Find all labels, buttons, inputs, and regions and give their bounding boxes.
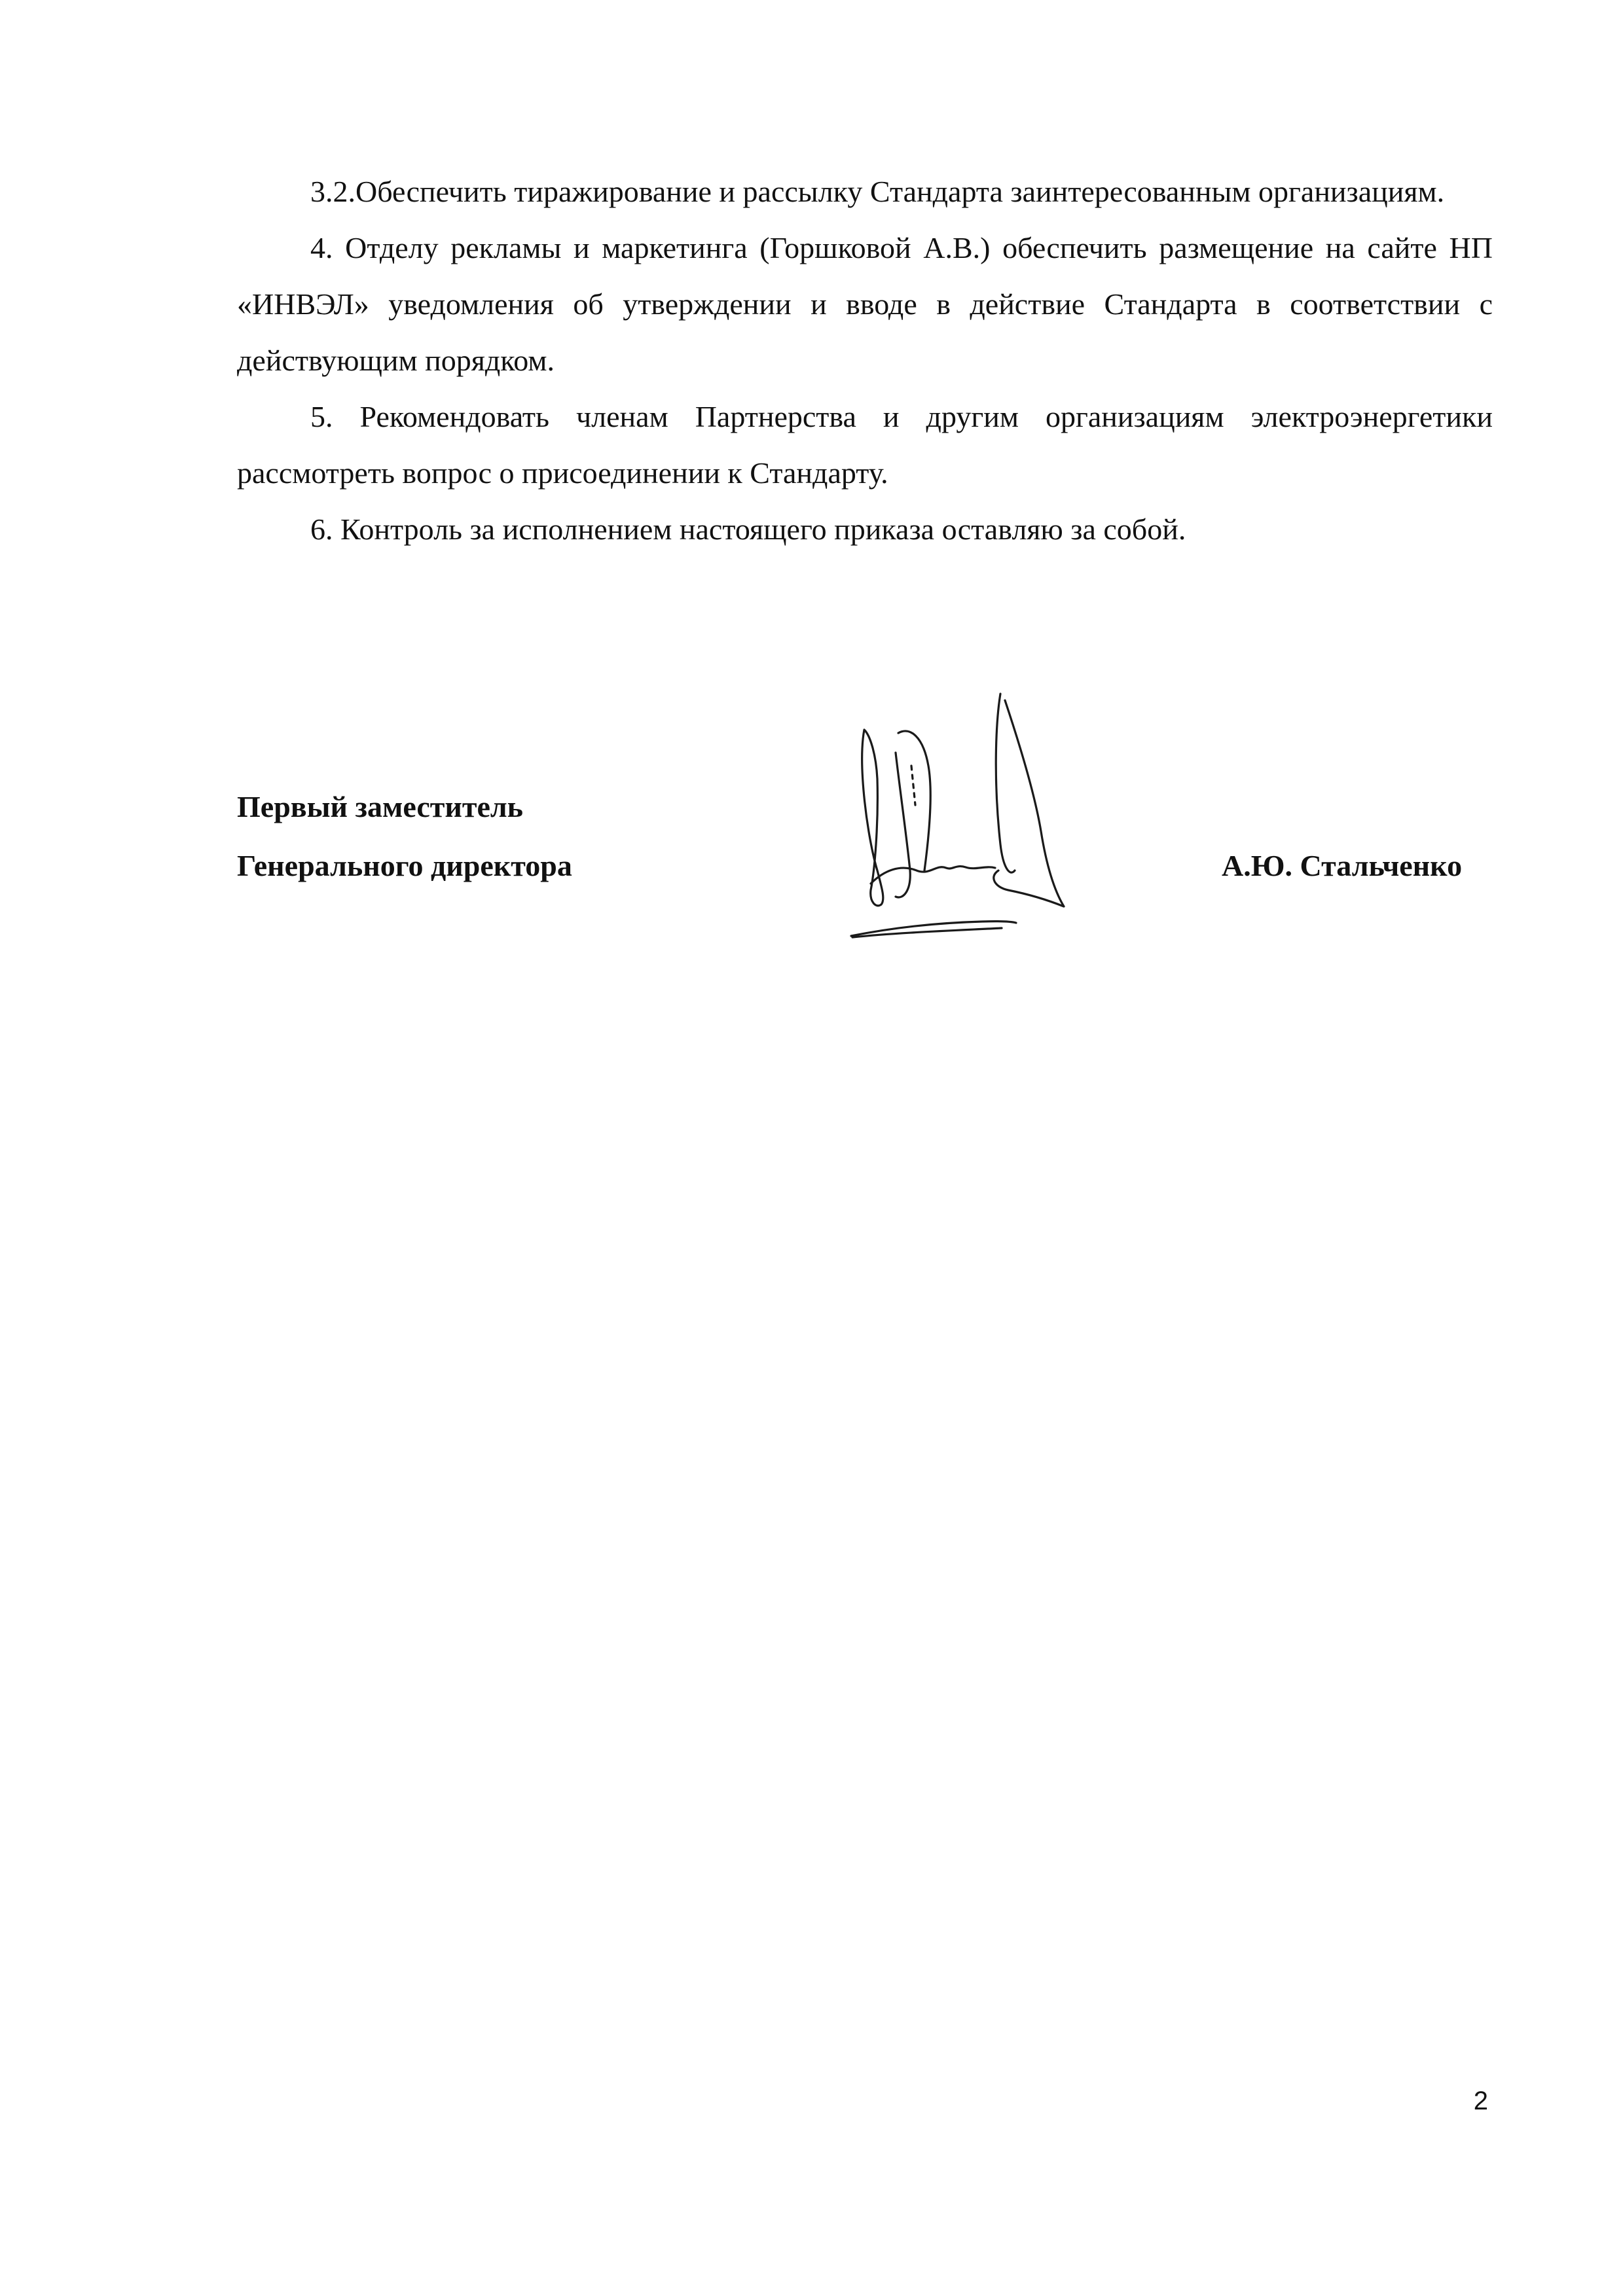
paragraph-4: 4. Отделу рекламы и маркетинга (Горшковой А.В.) обеспечить размещение на сайте НП «ИНВЭЛ» уведомления об утверждении и вводе в действие Стандарта в соответствии с действующим порядком. xyxy=(237,231,1493,377)
paragraph-6: 6. Контроль за исполнением настоящего приказа оставляю за собой. xyxy=(310,512,1186,546)
signatory-position-line2: Генерального директора xyxy=(237,849,572,882)
paragraph-5: 5. Рекомендовать членам Партнерства и другим организациям электроэнергетики рассмотреть вопрос о присоединении к Стандарту. xyxy=(237,400,1493,490)
signatory-position-line1: Первый заместитель xyxy=(237,790,523,823)
handwritten-signature xyxy=(838,674,1074,956)
signatory-position xyxy=(237,778,572,895)
signatory-name: А.Ю. Стальченко xyxy=(1222,849,1463,882)
page-number: 2 xyxy=(1473,2087,1488,2115)
document-body xyxy=(237,164,1493,558)
paragraph-3-2: 3.2.Обеспечить тиражирование и рассылку Стандарта заинтересованным организациям. xyxy=(310,175,1445,208)
